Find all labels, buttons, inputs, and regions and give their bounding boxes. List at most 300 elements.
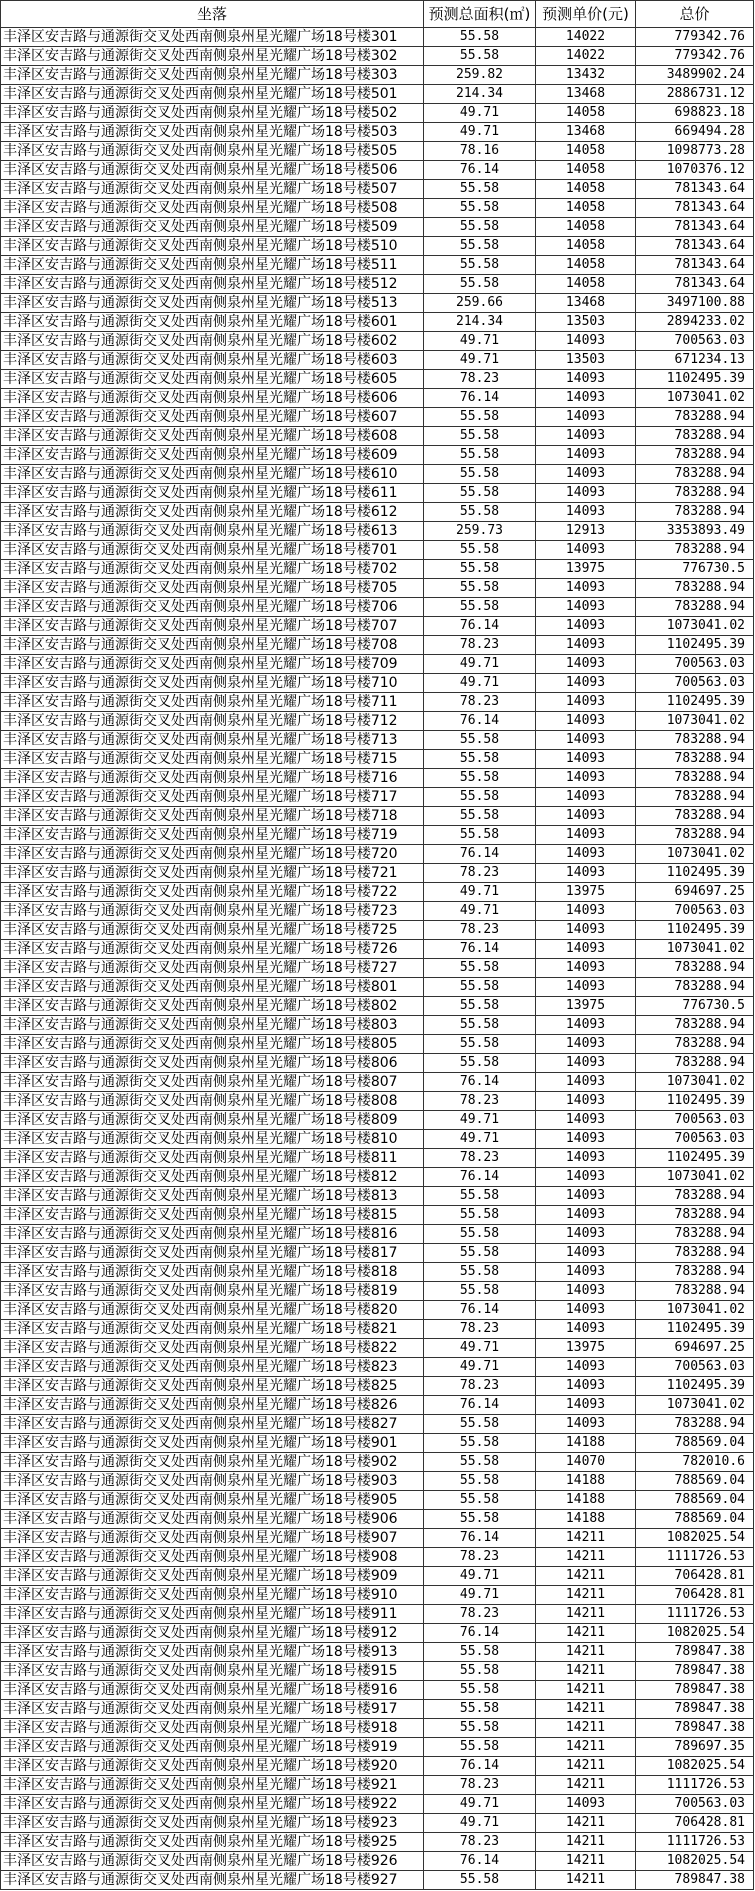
cell-unit-price: 14093 bbox=[536, 389, 636, 408]
cell-location: 丰泽区安吉路与通源街交叉处西南侧泉州星光耀广场18号楼815 bbox=[1, 1206, 424, 1225]
cell-location: 丰泽区安吉路与通源街交叉处西南侧泉州星光耀广场18号楼903 bbox=[1, 1472, 424, 1491]
cell-total-price: 700563.03 bbox=[636, 1358, 754, 1377]
cell-unit-price: 14093 bbox=[536, 446, 636, 465]
cell-unit-price: 14093 bbox=[536, 370, 636, 389]
cell-area: 55.58 bbox=[424, 1225, 536, 1244]
table-row bbox=[1, 1149, 754, 1168]
cell-total-price: 783288.94 bbox=[636, 769, 754, 788]
cell-total-price: 1102495.39 bbox=[636, 864, 754, 883]
cell-total-price: 700563.03 bbox=[636, 902, 754, 921]
cell-location: 丰泽区安吉路与通源街交叉处西南侧泉州星光耀广场18号楼901 bbox=[1, 1434, 424, 1453]
table-row bbox=[1, 142, 754, 161]
cell-area: 78.23 bbox=[424, 1092, 536, 1111]
table-row bbox=[1, 104, 754, 123]
table-row bbox=[1, 1567, 754, 1586]
cell-location: 丰泽区安吉路与通源街交叉处西南侧泉州星光耀广场18号楼902 bbox=[1, 1453, 424, 1472]
table-row bbox=[1, 1624, 754, 1643]
cell-area: 55.58 bbox=[424, 1738, 536, 1757]
table-row bbox=[1, 1491, 754, 1510]
table-row bbox=[1, 1472, 754, 1491]
cell-unit-price: 14211 bbox=[536, 1814, 636, 1833]
cell-location: 丰泽区安吉路与通源街交叉处西南侧泉州星光耀广场18号楼512 bbox=[1, 275, 424, 294]
cell-location: 丰泽区安吉路与通源街交叉处西南侧泉州星光耀广场18号楼818 bbox=[1, 1263, 424, 1282]
cell-total-price: 698823.18 bbox=[636, 104, 754, 123]
table-row bbox=[1, 1073, 754, 1092]
cell-area: 55.58 bbox=[424, 560, 536, 579]
cell-location: 丰泽区安吉路与通源街交叉处西南侧泉州星光耀广场18号楼822 bbox=[1, 1339, 424, 1358]
table-row bbox=[1, 389, 754, 408]
cell-unit-price: 14058 bbox=[536, 180, 636, 199]
cell-area: 78.23 bbox=[424, 1776, 536, 1795]
cell-unit-price: 14058 bbox=[536, 104, 636, 123]
cell-unit-price: 14211 bbox=[536, 1833, 636, 1852]
cell-location: 丰泽区安吉路与通源街交叉处西南侧泉州星光耀广场18号楼802 bbox=[1, 997, 424, 1016]
cell-unit-price: 14188 bbox=[536, 1510, 636, 1529]
cell-location: 丰泽区安吉路与通源街交叉处西南侧泉州星光耀广场18号楼719 bbox=[1, 826, 424, 845]
cell-area: 78.23 bbox=[424, 1320, 536, 1339]
cell-total-price: 783288.94 bbox=[636, 579, 754, 598]
cell-area: 76.14 bbox=[424, 1624, 536, 1643]
cell-total-price: 1073041.02 bbox=[636, 940, 754, 959]
cell-unit-price: 14093 bbox=[536, 750, 636, 769]
cell-total-price: 1102495.39 bbox=[636, 1092, 754, 1111]
cell-area: 76.14 bbox=[424, 1396, 536, 1415]
cell-location: 丰泽区安吉路与通源街交叉处西南侧泉州星光耀广场18号楼612 bbox=[1, 503, 424, 522]
cell-area: 55.58 bbox=[424, 1453, 536, 1472]
cell-area: 55.58 bbox=[424, 1719, 536, 1738]
cell-unit-price: 14211 bbox=[536, 1738, 636, 1757]
table-row bbox=[1, 1852, 754, 1871]
cell-location: 丰泽区安吉路与通源街交叉处西南侧泉州星光耀广场18号楼610 bbox=[1, 465, 424, 484]
cell-location: 丰泽区安吉路与通源街交叉处西南侧泉州星光耀广场18号楼509 bbox=[1, 218, 424, 237]
cell-unit-price: 14093 bbox=[536, 1358, 636, 1377]
cell-area: 55.58 bbox=[424, 1016, 536, 1035]
cell-total-price: 783288.94 bbox=[636, 1225, 754, 1244]
cell-location: 丰泽区安吉路与通源街交叉处西南侧泉州星光耀广场18号楼506 bbox=[1, 161, 424, 180]
cell-location: 丰泽区安吉路与通源街交叉处西南侧泉州星光耀广场18号楼302 bbox=[1, 47, 424, 66]
cell-unit-price: 13468 bbox=[536, 294, 636, 313]
cell-unit-price: 14093 bbox=[536, 1054, 636, 1073]
table-row bbox=[1, 313, 754, 332]
cell-location: 丰泽区安吉路与通源街交叉处西南侧泉州星光耀广场18号楼912 bbox=[1, 1624, 424, 1643]
cell-area: 55.58 bbox=[424, 541, 536, 560]
cell-area: 55.58 bbox=[424, 1244, 536, 1263]
cell-unit-price: 14211 bbox=[536, 1605, 636, 1624]
cell-area: 55.58 bbox=[424, 1871, 536, 1890]
cell-total-price: 789847.38 bbox=[636, 1871, 754, 1890]
cell-location: 丰泽区安吉路与通源街交叉处西南侧泉州星光耀广场18号楼911 bbox=[1, 1605, 424, 1624]
cell-unit-price: 14093 bbox=[536, 541, 636, 560]
cell-location: 丰泽区安吉路与通源街交叉处西南侧泉州星光耀广场18号楼513 bbox=[1, 294, 424, 313]
table-row bbox=[1, 1377, 754, 1396]
cell-area: 55.58 bbox=[424, 769, 536, 788]
header-total-price: 总价 bbox=[636, 1, 754, 28]
cell-unit-price: 13975 bbox=[536, 997, 636, 1016]
table-row bbox=[1, 731, 754, 750]
cell-unit-price: 14058 bbox=[536, 142, 636, 161]
table-row bbox=[1, 1719, 754, 1738]
table-row bbox=[1, 294, 754, 313]
cell-area: 55.58 bbox=[424, 256, 536, 275]
table-row bbox=[1, 1111, 754, 1130]
cell-total-price: 700563.03 bbox=[636, 1111, 754, 1130]
cell-location: 丰泽区安吉路与通源街交叉处西南侧泉州星光耀广场18号楼503 bbox=[1, 123, 424, 142]
cell-area: 55.58 bbox=[424, 997, 536, 1016]
table-row bbox=[1, 256, 754, 275]
cell-area: 259.82 bbox=[424, 66, 536, 85]
cell-location: 丰泽区安吉路与通源街交叉处西南侧泉州星光耀广场18号楼917 bbox=[1, 1700, 424, 1719]
cell-area: 259.73 bbox=[424, 522, 536, 541]
table-row bbox=[1, 769, 754, 788]
cell-location: 丰泽区安吉路与通源街交叉处西南侧泉州星光耀广场18号楼606 bbox=[1, 389, 424, 408]
cell-area: 55.58 bbox=[424, 807, 536, 826]
cell-unit-price: 14093 bbox=[536, 1073, 636, 1092]
table-row bbox=[1, 1244, 754, 1263]
table-row bbox=[1, 47, 754, 66]
cell-location: 丰泽区安吉路与通源街交叉处西南侧泉州星光耀广场18号楼922 bbox=[1, 1795, 424, 1814]
cell-unit-price: 14211 bbox=[536, 1662, 636, 1681]
cell-unit-price: 14093 bbox=[536, 940, 636, 959]
cell-location: 丰泽区安吉路与通源街交叉处西南侧泉州星光耀广场18号楼926 bbox=[1, 1852, 424, 1871]
cell-area: 55.58 bbox=[424, 826, 536, 845]
cell-unit-price: 14093 bbox=[536, 712, 636, 731]
cell-unit-price: 14093 bbox=[536, 408, 636, 427]
cell-total-price: 2894233.02 bbox=[636, 313, 754, 332]
cell-total-price: 706428.81 bbox=[636, 1567, 754, 1586]
cell-unit-price: 14093 bbox=[536, 598, 636, 617]
cell-unit-price: 14093 bbox=[536, 1377, 636, 1396]
cell-total-price: 789847.38 bbox=[636, 1662, 754, 1681]
cell-area: 49.71 bbox=[424, 674, 536, 693]
cell-unit-price: 14093 bbox=[536, 636, 636, 655]
cell-unit-price: 14093 bbox=[536, 1187, 636, 1206]
cell-unit-price: 14093 bbox=[536, 579, 636, 598]
table-row bbox=[1, 1700, 754, 1719]
table-row bbox=[1, 1548, 754, 1567]
cell-unit-price: 14211 bbox=[536, 1529, 636, 1548]
cell-location: 丰泽区安吉路与通源街交叉处西南侧泉州星光耀广场18号楼508 bbox=[1, 199, 424, 218]
cell-unit-price: 14093 bbox=[536, 845, 636, 864]
cell-unit-price: 13432 bbox=[536, 66, 636, 85]
cell-location: 丰泽区安吉路与通源街交叉处西南侧泉州星光耀广场18号楼805 bbox=[1, 1035, 424, 1054]
cell-unit-price: 14093 bbox=[536, 1206, 636, 1225]
cell-total-price: 1082025.54 bbox=[636, 1852, 754, 1871]
cell-location: 丰泽区安吉路与通源街交叉处西南侧泉州星光耀广场18号楼801 bbox=[1, 978, 424, 997]
cell-total-price: 789847.38 bbox=[636, 1719, 754, 1738]
cell-unit-price: 14093 bbox=[536, 1168, 636, 1187]
table-row bbox=[1, 1016, 754, 1035]
cell-location: 丰泽区安吉路与通源街交叉处西南侧泉州星光耀广场18号楼821 bbox=[1, 1320, 424, 1339]
cell-unit-price: 14211 bbox=[536, 1719, 636, 1738]
cell-total-price: 1073041.02 bbox=[636, 845, 754, 864]
cell-unit-price: 13503 bbox=[536, 313, 636, 332]
cell-total-price: 700563.03 bbox=[636, 332, 754, 351]
cell-location: 丰泽区安吉路与通源街交叉处西南侧泉州星光耀广场18号楼727 bbox=[1, 959, 424, 978]
cell-total-price: 700563.03 bbox=[636, 1130, 754, 1149]
cell-area: 78.23 bbox=[424, 921, 536, 940]
cell-location: 丰泽区安吉路与通源街交叉处西南侧泉州星光耀广场18号楼608 bbox=[1, 427, 424, 446]
cell-area: 55.58 bbox=[424, 1263, 536, 1282]
table-row bbox=[1, 674, 754, 693]
cell-total-price: 1073041.02 bbox=[636, 389, 754, 408]
cell-total-price: 789847.38 bbox=[636, 1681, 754, 1700]
cell-area: 49.71 bbox=[424, 655, 536, 674]
cell-total-price: 783288.94 bbox=[636, 826, 754, 845]
cell-total-price: 783288.94 bbox=[636, 427, 754, 446]
cell-location: 丰泽区安吉路与通源街交叉处西南侧泉州星光耀广场18号楼909 bbox=[1, 1567, 424, 1586]
cell-area: 55.58 bbox=[424, 28, 536, 47]
table-row bbox=[1, 1415, 754, 1434]
cell-total-price: 1073041.02 bbox=[636, 712, 754, 731]
cell-area: 78.23 bbox=[424, 1377, 536, 1396]
cell-total-price: 783288.94 bbox=[636, 959, 754, 978]
cell-area: 78.23 bbox=[424, 693, 536, 712]
cell-unit-price: 14093 bbox=[536, 788, 636, 807]
cell-location: 丰泽区安吉路与通源街交叉处西南侧泉州星光耀广场18号楼810 bbox=[1, 1130, 424, 1149]
cell-total-price: 789697.35 bbox=[636, 1738, 754, 1757]
table-header bbox=[1, 1, 754, 28]
table-row bbox=[1, 921, 754, 940]
cell-location: 丰泽区安吉路与通源街交叉处西南侧泉州星光耀广场18号楼507 bbox=[1, 180, 424, 199]
cell-area: 49.71 bbox=[424, 1567, 536, 1586]
cell-area: 49.71 bbox=[424, 1358, 536, 1377]
cell-unit-price: 14093 bbox=[536, 1149, 636, 1168]
cell-total-price: 783288.94 bbox=[636, 1206, 754, 1225]
cell-location: 丰泽区安吉路与通源街交叉处西南侧泉州星光耀广场18号楼927 bbox=[1, 1871, 424, 1890]
cell-unit-price: 13468 bbox=[536, 123, 636, 142]
cell-total-price: 700563.03 bbox=[636, 655, 754, 674]
table-row bbox=[1, 1282, 754, 1301]
cell-location: 丰泽区安吉路与通源街交叉处西南侧泉州星光耀广场18号楼906 bbox=[1, 1510, 424, 1529]
cell-unit-price: 14093 bbox=[536, 807, 636, 826]
cell-area: 49.71 bbox=[424, 883, 536, 902]
cell-area: 55.58 bbox=[424, 1187, 536, 1206]
cell-unit-price: 14093 bbox=[536, 1795, 636, 1814]
cell-total-price: 783288.94 bbox=[636, 541, 754, 560]
cell-area: 55.58 bbox=[424, 1491, 536, 1510]
cell-total-price: 671234.13 bbox=[636, 351, 754, 370]
cell-unit-price: 14022 bbox=[536, 47, 636, 66]
cell-unit-price: 14058 bbox=[536, 161, 636, 180]
cell-unit-price: 14188 bbox=[536, 1491, 636, 1510]
cell-location: 丰泽区安吉路与通源街交叉处西南侧泉州星光耀广场18号楼723 bbox=[1, 902, 424, 921]
cell-location: 丰泽区安吉路与通源街交叉处西南侧泉州星光耀广场18号楼925 bbox=[1, 1833, 424, 1852]
table-row bbox=[1, 1054, 754, 1073]
table-row bbox=[1, 1092, 754, 1111]
cell-unit-price: 13975 bbox=[536, 883, 636, 902]
cell-total-price: 783288.94 bbox=[636, 807, 754, 826]
table-row bbox=[1, 180, 754, 199]
cell-area: 214.34 bbox=[424, 313, 536, 332]
cell-location: 丰泽区安吉路与通源街交叉处西南侧泉州星光耀广场18号楼920 bbox=[1, 1757, 424, 1776]
table-row bbox=[1, 959, 754, 978]
cell-total-price: 783288.94 bbox=[636, 978, 754, 997]
cell-location: 丰泽区安吉路与通源街交叉处西南侧泉州星光耀广场18号楼708 bbox=[1, 636, 424, 655]
cell-unit-price: 14022 bbox=[536, 28, 636, 47]
cell-total-price: 783288.94 bbox=[636, 1016, 754, 1035]
cell-total-price: 776730.5 bbox=[636, 997, 754, 1016]
table-row bbox=[1, 807, 754, 826]
cell-unit-price: 14211 bbox=[536, 1776, 636, 1795]
cell-area: 76.14 bbox=[424, 389, 536, 408]
cell-unit-price: 14058 bbox=[536, 199, 636, 218]
cell-area: 76.14 bbox=[424, 617, 536, 636]
table-row bbox=[1, 750, 754, 769]
cell-unit-price: 14093 bbox=[536, 1301, 636, 1320]
table-row bbox=[1, 503, 754, 522]
cell-area: 76.14 bbox=[424, 161, 536, 180]
header-unit-price: 预测单价(元) bbox=[536, 1, 636, 28]
cell-area: 76.14 bbox=[424, 1852, 536, 1871]
cell-total-price: 782010.6 bbox=[636, 1453, 754, 1472]
cell-unit-price: 14093 bbox=[536, 1092, 636, 1111]
cell-total-price: 783288.94 bbox=[636, 1054, 754, 1073]
cell-unit-price: 14093 bbox=[536, 332, 636, 351]
cell-location: 丰泽区安吉路与通源街交叉处西南侧泉州星光耀广场18号楼808 bbox=[1, 1092, 424, 1111]
cell-total-price: 783288.94 bbox=[636, 446, 754, 465]
cell-location: 丰泽区安吉路与通源街交叉处西南侧泉州星光耀广场18号楼602 bbox=[1, 332, 424, 351]
cell-unit-price: 14093 bbox=[536, 1244, 636, 1263]
cell-total-price: 779342.76 bbox=[636, 28, 754, 47]
table-row bbox=[1, 788, 754, 807]
cell-unit-price: 14093 bbox=[536, 674, 636, 693]
cell-unit-price: 14093 bbox=[536, 1320, 636, 1339]
cell-unit-price: 14211 bbox=[536, 1757, 636, 1776]
cell-total-price: 1073041.02 bbox=[636, 1396, 754, 1415]
cell-total-price: 1102495.39 bbox=[636, 693, 754, 712]
cell-location: 丰泽区安吉路与通源街交叉处西南侧泉州星光耀广场18号楼827 bbox=[1, 1415, 424, 1434]
cell-location: 丰泽区安吉路与通源街交叉处西南侧泉州星光耀广场18号楼905 bbox=[1, 1491, 424, 1510]
cell-location: 丰泽区安吉路与通源街交叉处西南侧泉州星光耀广场18号楼921 bbox=[1, 1776, 424, 1795]
cell-location: 丰泽区安吉路与通源街交叉处西南侧泉州星光耀广场18号楼510 bbox=[1, 237, 424, 256]
cell-total-price: 781343.64 bbox=[636, 180, 754, 199]
cell-unit-price: 14093 bbox=[536, 1396, 636, 1415]
cell-total-price: 789847.38 bbox=[636, 1700, 754, 1719]
cell-total-price: 1070376.12 bbox=[636, 161, 754, 180]
cell-location: 丰泽区安吉路与通源街交叉处西南侧泉州星光耀广场18号楼725 bbox=[1, 921, 424, 940]
table-row bbox=[1, 1434, 754, 1453]
cell-total-price: 706428.81 bbox=[636, 1586, 754, 1605]
cell-location: 丰泽区安吉路与通源街交叉处西南侧泉州星光耀广场18号楼820 bbox=[1, 1301, 424, 1320]
cell-unit-price: 14070 bbox=[536, 1453, 636, 1472]
cell-area: 49.71 bbox=[424, 123, 536, 142]
cell-area: 55.58 bbox=[424, 1035, 536, 1054]
cell-area: 76.14 bbox=[424, 1757, 536, 1776]
cell-location: 丰泽区安吉路与通源街交叉处西南侧泉州星光耀广场18号楼916 bbox=[1, 1681, 424, 1700]
cell-unit-price: 13975 bbox=[536, 1339, 636, 1358]
header-area: 预测总面积(㎡) bbox=[424, 1, 536, 28]
cell-unit-price: 14093 bbox=[536, 503, 636, 522]
cell-total-price: 1111726.53 bbox=[636, 1605, 754, 1624]
table-row bbox=[1, 1776, 754, 1795]
table-row bbox=[1, 1605, 754, 1624]
cell-total-price: 1073041.02 bbox=[636, 1301, 754, 1320]
cell-area: 55.58 bbox=[424, 47, 536, 66]
cell-location: 丰泽区安吉路与通源街交叉处西南侧泉州星光耀广场18号楼710 bbox=[1, 674, 424, 693]
table-row bbox=[1, 1814, 754, 1833]
table-row bbox=[1, 1187, 754, 1206]
cell-total-price: 1082025.54 bbox=[636, 1624, 754, 1643]
cell-location: 丰泽区安吉路与通源街交叉处西南侧泉州星光耀广场18号楼726 bbox=[1, 940, 424, 959]
table-row bbox=[1, 237, 754, 256]
cell-total-price: 1082025.54 bbox=[636, 1529, 754, 1548]
table-row bbox=[1, 1358, 754, 1377]
cell-total-price: 783288.94 bbox=[636, 1263, 754, 1282]
cell-area: 55.58 bbox=[424, 1434, 536, 1453]
cell-location: 丰泽区安吉路与通源街交叉处西南侧泉州星光耀广场18号楼511 bbox=[1, 256, 424, 275]
table-row bbox=[1, 465, 754, 484]
cell-area: 55.58 bbox=[424, 959, 536, 978]
cell-location: 丰泽区安吉路与通源街交叉处西南侧泉州星光耀广场18号楼819 bbox=[1, 1282, 424, 1301]
cell-location: 丰泽区安吉路与通源街交叉处西南侧泉州星光耀广场18号楼713 bbox=[1, 731, 424, 750]
cell-location: 丰泽区安吉路与通源街交叉处西南侧泉州星光耀广场18号楼707 bbox=[1, 617, 424, 636]
cell-location: 丰泽区安吉路与通源街交叉处西南侧泉州星光耀广场18号楼915 bbox=[1, 1662, 424, 1681]
cell-unit-price: 14093 bbox=[536, 1016, 636, 1035]
cell-total-price: 788569.04 bbox=[636, 1491, 754, 1510]
table-row bbox=[1, 370, 754, 389]
cell-location: 丰泽区安吉路与通源街交叉处西南侧泉州星光耀广场18号楼609 bbox=[1, 446, 424, 465]
cell-unit-price: 14093 bbox=[536, 1415, 636, 1434]
cell-location: 丰泽区安吉路与通源街交叉处西南侧泉州星光耀广场18号楼613 bbox=[1, 522, 424, 541]
cell-location: 丰泽区安吉路与通源街交叉处西南侧泉州星光耀广场18号楼505 bbox=[1, 142, 424, 161]
table-row bbox=[1, 902, 754, 921]
table-row bbox=[1, 1453, 754, 1472]
cell-location: 丰泽区安吉路与通源街交叉处西南侧泉州星光耀广场18号楼717 bbox=[1, 788, 424, 807]
cell-unit-price: 14058 bbox=[536, 275, 636, 294]
cell-area: 55.58 bbox=[424, 484, 536, 503]
cell-area: 78.23 bbox=[424, 1605, 536, 1624]
cell-location: 丰泽区安吉路与通源街交叉处西南侧泉州星光耀广场18号楼715 bbox=[1, 750, 424, 769]
table-row bbox=[1, 427, 754, 446]
cell-location: 丰泽区安吉路与通源街交叉处西南侧泉州星光耀广场18号楼823 bbox=[1, 1358, 424, 1377]
cell-total-price: 694697.25 bbox=[636, 1339, 754, 1358]
cell-total-price: 1111726.53 bbox=[636, 1833, 754, 1852]
cell-total-price: 1073041.02 bbox=[636, 1168, 754, 1187]
cell-unit-price: 14093 bbox=[536, 1282, 636, 1301]
cell-area: 49.71 bbox=[424, 332, 536, 351]
cell-area: 76.14 bbox=[424, 712, 536, 731]
cell-area: 55.58 bbox=[424, 1282, 536, 1301]
cell-area: 55.58 bbox=[424, 788, 536, 807]
cell-area: 55.58 bbox=[424, 750, 536, 769]
cell-total-price: 3489902.24 bbox=[636, 66, 754, 85]
table-row bbox=[1, 1035, 754, 1054]
cell-location: 丰泽区安吉路与通源街交叉处西南侧泉州星光耀广场18号楼813 bbox=[1, 1187, 424, 1206]
table-row bbox=[1, 1738, 754, 1757]
cell-unit-price: 14211 bbox=[536, 1586, 636, 1605]
cell-total-price: 783288.94 bbox=[636, 598, 754, 617]
cell-total-price: 789847.38 bbox=[636, 1643, 754, 1662]
cell-area: 55.58 bbox=[424, 218, 536, 237]
table-row bbox=[1, 408, 754, 427]
table-row bbox=[1, 1681, 754, 1700]
cell-total-price: 783288.94 bbox=[636, 750, 754, 769]
cell-location: 丰泽区安吉路与通源街交叉处西南侧泉州星光耀广场18号楼706 bbox=[1, 598, 424, 617]
cell-location: 丰泽区安吉路与通源街交叉处西南侧泉州星光耀广场18号楼502 bbox=[1, 104, 424, 123]
cell-total-price: 1102495.39 bbox=[636, 921, 754, 940]
table-row bbox=[1, 978, 754, 997]
cell-total-price: 783288.94 bbox=[636, 731, 754, 750]
cell-total-price: 783288.94 bbox=[636, 1282, 754, 1301]
cell-location: 丰泽区安吉路与通源街交叉处西南侧泉州星光耀广场18号楼607 bbox=[1, 408, 424, 427]
cell-total-price: 1102495.39 bbox=[636, 370, 754, 389]
cell-unit-price: 14093 bbox=[536, 484, 636, 503]
cell-total-price: 783288.94 bbox=[636, 1187, 754, 1206]
table-row bbox=[1, 598, 754, 617]
table-row bbox=[1, 199, 754, 218]
table-row bbox=[1, 66, 754, 85]
cell-area: 76.14 bbox=[424, 940, 536, 959]
